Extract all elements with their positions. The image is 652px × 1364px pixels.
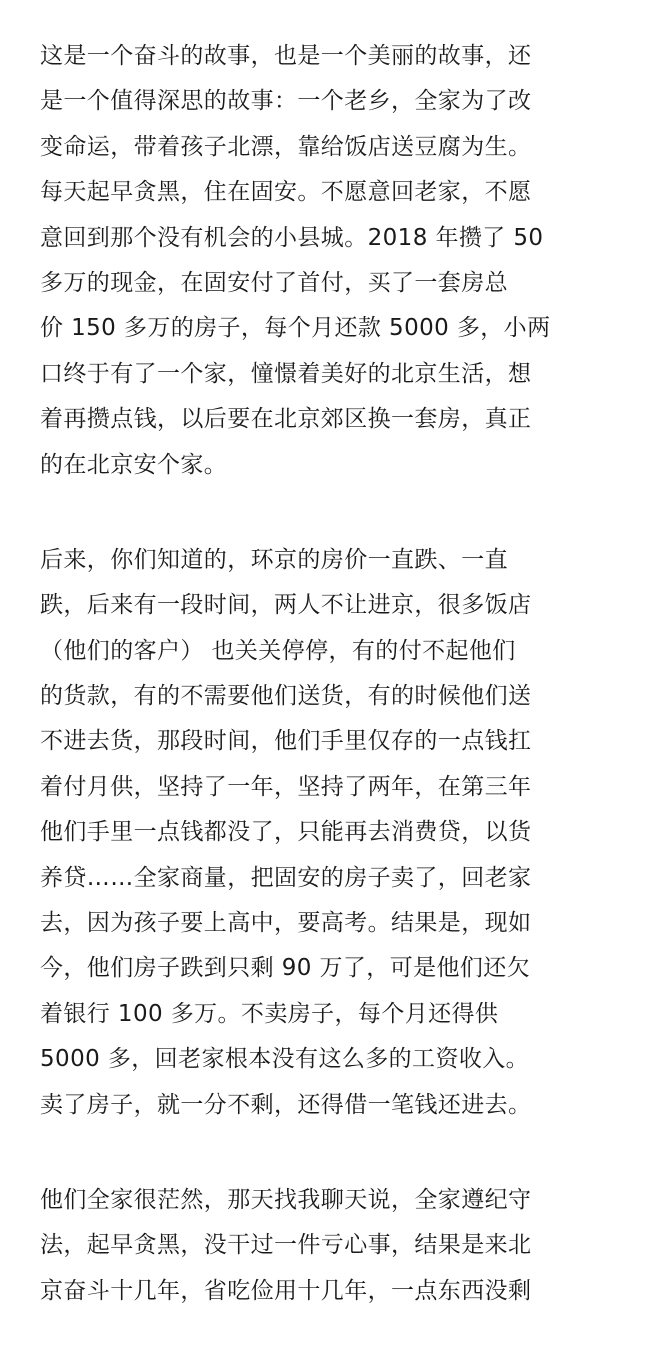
paragraph-3 [40, 1178, 620, 1314]
text-line: （他们的客户） 也关关停停，有的付不起他们 [40, 637, 516, 664]
text-line: 跌，后来有一段时间，两人不让进京，很多饭店 [40, 592, 532, 619]
text-line: 着再攒点钱，以后要在北京郊区换一套房，真正 [40, 406, 532, 433]
text-line: 着银行 100 多万。不卖房子，每个月还得供 [40, 1000, 499, 1027]
text-line: 他们手里一点钱都没了，只能再去消费贷，以货 [40, 819, 532, 846]
paragraph-1 [40, 34, 620, 488]
text-line: 养贷……全家商量，把固安的房子卖了，回老家 [40, 864, 532, 891]
text-line: 变命运，带着孩子北漂，靠给饭店送豆腐为生。 [40, 133, 532, 160]
text-line: 意回到那个没有机会的小县城。2018 年攒了 50 [40, 224, 544, 251]
text-line: 他们全家很茫然，那天找我聊天说，全家遵纪守 [40, 1186, 532, 1213]
paragraph-2 [40, 538, 620, 1128]
text-line: 价 150 多万的房子，每个月还款 5000 多，小两 [40, 315, 551, 342]
text-line: 去，因为孩子要上高中，要高考。结果是，现如 [40, 910, 532, 937]
text-line: 5000 多，回老家根本没有这么多的工资收入。 [40, 1046, 530, 1073]
text-line: 的在北京安个家。 [40, 451, 228, 478]
text-line: 多万的现金，在固安付了首付，买了一套房总 [40, 269, 508, 296]
text-line: 法，起早贪黑，没干过一件亏心事，结果是来北 [40, 1232, 532, 1259]
text-line: 不进去货，那段时间，他们手里仅存的一点钱扛 [40, 728, 532, 755]
text-line: 着付月供，坚持了一年，坚持了两年，在第三年 [40, 773, 532, 800]
text-line: 后来，你们知道的，环京的房价一直跌、一直 [40, 546, 508, 573]
text-line: 口终于有了一个家，憧憬着美好的北京生活，想 [40, 360, 532, 387]
text-line: 每天起早贪黑，住在固安。不愿意回老家，不愿 [40, 179, 532, 206]
text-line: 这是一个奋斗的故事，也是一个美丽的故事，还 [40, 43, 532, 69]
text-line: 的货款，有的不需要他们送货，有的时候他们送 [40, 683, 532, 710]
text-line: 今，他们房子跌到只剩 90 万了，可是他们还欠 [40, 955, 531, 982]
text-line: 是一个值得深思的故事：一个老乡，全家为了改 [40, 88, 532, 115]
text-line: 京奋斗十几年，省吃俭用十几年，一点东西没剩 [40, 1277, 532, 1304]
text-line: 卖了房子，就一分不剩，还得借一笔钱还进去。 [40, 1091, 532, 1118]
article-body [40, 34, 620, 1364]
